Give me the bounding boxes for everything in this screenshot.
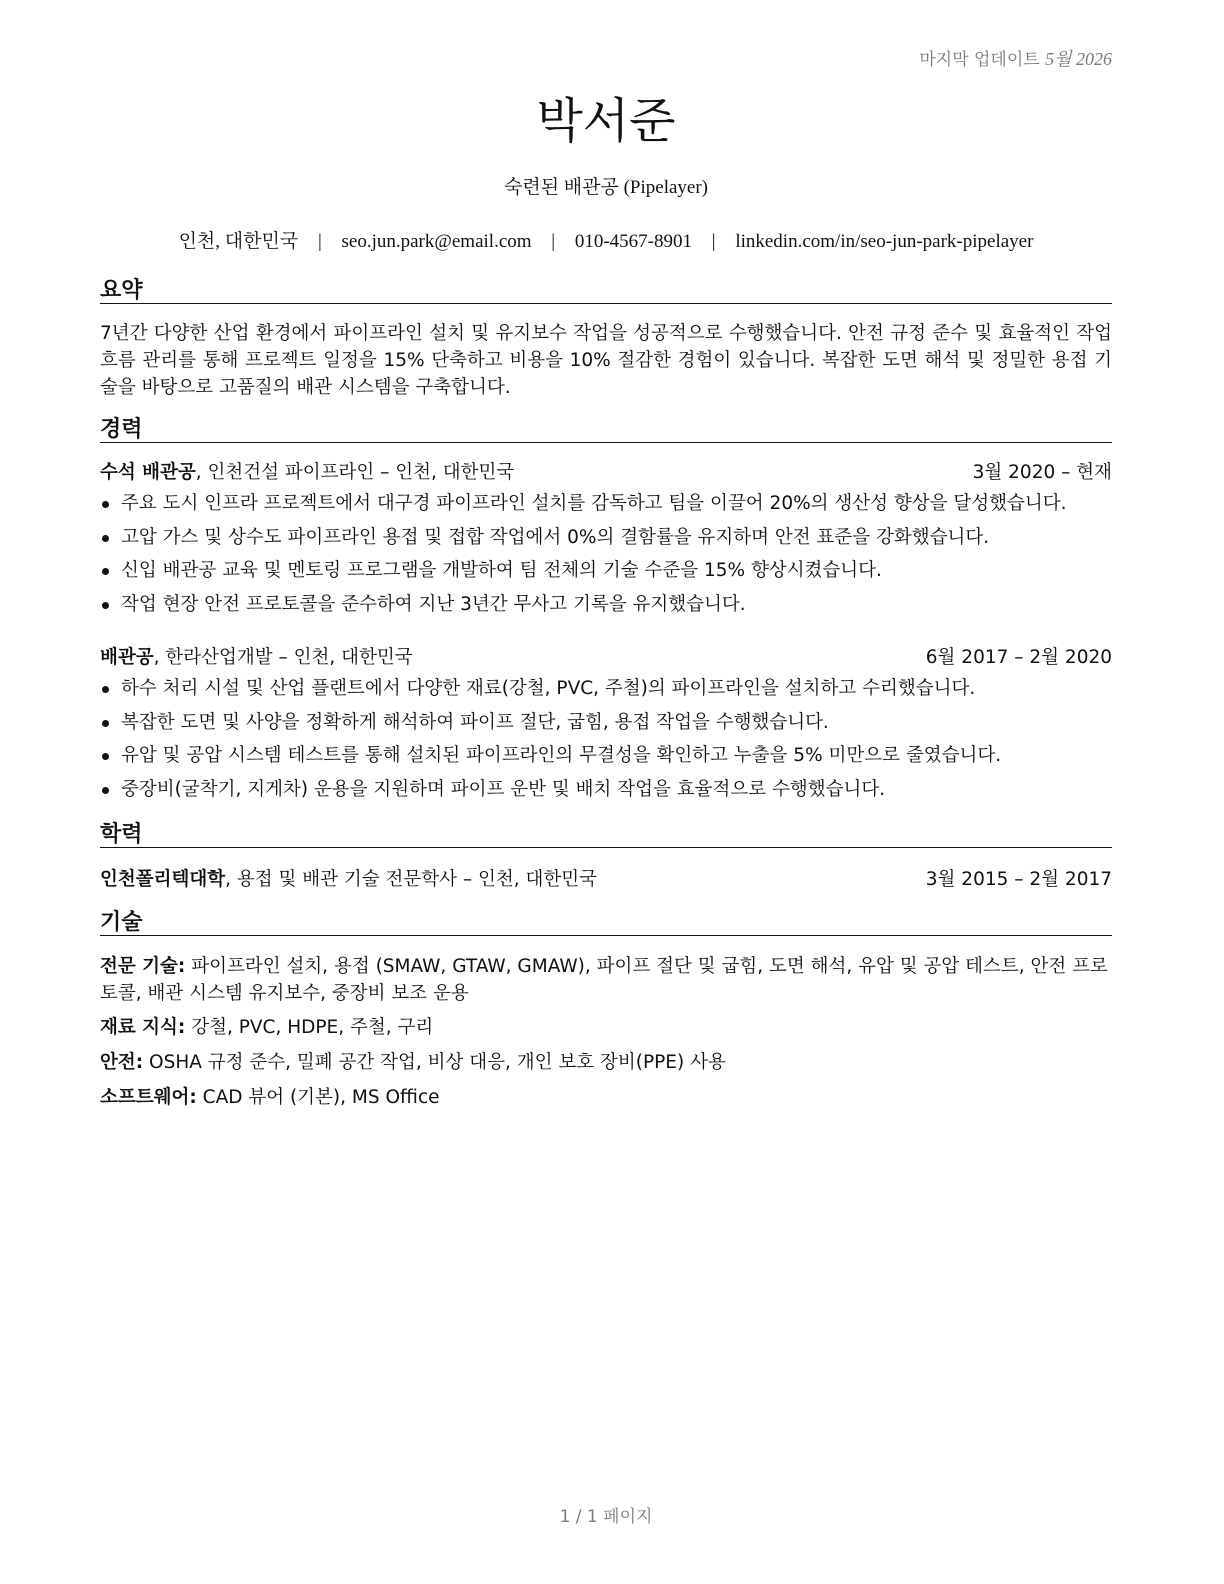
bullet-icon	[102, 787, 109, 794]
contact-separator: |	[551, 231, 556, 252]
skill-label: 전문 기술:	[100, 956, 186, 977]
skill-label: 안전:	[100, 1052, 144, 1073]
contact-email-link[interactable]: seo.jun.park@email.com	[341, 231, 532, 252]
bullet-text: 하수 처리 시설 및 산업 플랜트에서 다양한 재료(강철, PVC, 주철)의 파이프라인을 설치하고 수리했습니다.	[121, 678, 976, 699]
skill-row	[100, 1049, 1112, 1076]
last-updated	[919, 45, 1112, 71]
job-header	[100, 460, 1112, 486]
skill-value: 강철, PVC, HDPE, 주철, 구리	[185, 1017, 434, 1038]
bullet-text: 유압 및 공압 시스템 테스트를 통해 설치된 파이프라인의 무결성을 확인하고 누출을 5% 미만으로 줄였습니다.	[121, 745, 1002, 766]
contact-location: 인천, 대한민국	[178, 231, 299, 252]
skill-row	[100, 1084, 1112, 1111]
summary-text: 7년간 다양한 산업 환경에서 파이프라인 설치 및 유지보수 작업을 성공적으로 수행했습니다. 안전 규정 준수 및 효율적인 작업 흐름 관리를 통해 프로젝트 일정을 15% 단축하고 비용을 10% 절감한 경험이 있습니다. 복잡한 도면 해석 및 정밀한 용접 기술을 바탕으로 고품질의 배관 시스템을 구축합니다.	[100, 323, 1112, 398]
job-title: 숙련된 배관공 (Pipelayer)	[503, 177, 709, 198]
contact-separator: |	[711, 231, 716, 252]
bullet-icon	[102, 720, 109, 727]
bullet-text: 중장비(굴착기, 지게차) 운용을 지원하며 파이프 운반 및 배치 작업을 효율적으로 수행했습니다.	[121, 778, 886, 800]
section-heading-summary: 요약	[100, 278, 1112, 304]
skill-row	[100, 953, 1112, 1007]
list-item	[100, 777, 1112, 811]
skill-value: CAD 뷰어 (기본), MS Office	[196, 1087, 440, 1108]
bullet-icon	[102, 753, 109, 760]
contact-separator: |	[317, 231, 322, 252]
section-heading-skills: 기술	[100, 910, 1112, 936]
bullet-icon	[102, 568, 109, 575]
bullet-text: 주요 도시 인프라 프로젝트에서 대구경 파이프라인 설치를 감독하고 팀을 이끌어 20%의 생산성 향상을 달성했습니다.	[121, 493, 1067, 514]
education-school: 인천폴리텍대학	[100, 869, 226, 890]
bullet-text: 신입 배관공 교육 및 멘토링 프로그램을 개발하여 팀 전체의 기술 수준을 15% 향상시켰습니다.	[121, 560, 882, 581]
contact-line	[100, 226, 1112, 253]
bullet-icon	[102, 602, 109, 609]
skill-value: 파이프라인 설치, 용접 (SMAW, GTAW, GMAW), 파이프 절단 및 굽힘, 도면 해석, 유압 및 공압 테스트, 안전 프로토콜, 배관 시스템 유지보수, 중장비 보조 운용	[100, 956, 1108, 1004]
education-detail: , 용접 및 배관 기술 전문학사 – 인천, 대한민국	[225, 869, 597, 890]
bullet-text: 고압 가스 및 상수도 파이프라인 용접 및 접합 작업에서 0%의 결함률을 유지하며 안전 표준을 강화했습니다.	[121, 526, 990, 548]
last-updated-label: 마지막 업데이트	[919, 50, 1040, 70]
skill-row	[100, 1014, 1112, 1041]
skill-label: 소프트웨어:	[100, 1087, 197, 1108]
list-item	[100, 491, 1112, 525]
job-bullets	[100, 676, 1112, 810]
bullet-icon	[102, 535, 109, 542]
education-entry	[100, 867, 1112, 893]
contact-linkedin-link[interactable]: linkedin.com/in/seo-jun-park-pipelayer	[735, 231, 1034, 252]
bullet-text: 복잡한 도면 및 사양을 정확하게 해석하여 파이프 절단, 굽힘, 용접 작업을 수행했습니다.	[121, 711, 829, 733]
job-role: 수석 배관공	[100, 462, 196, 483]
contact-phone: 010-4567-8901	[574, 231, 692, 252]
candidate-name: 박서준	[536, 93, 676, 149]
list-item	[100, 558, 1112, 592]
last-updated-date: 5월 2026	[1045, 49, 1112, 69]
list-item	[100, 743, 1112, 777]
list-item	[100, 525, 1112, 559]
section-heading-experience: 경력	[100, 417, 1112, 443]
list-item	[100, 710, 1112, 744]
job-dates: 6월 2017 – 2월 2020	[925, 647, 1112, 668]
list-item	[100, 592, 1112, 626]
job-header	[100, 645, 1112, 671]
bullet-text: 작업 현장 안전 프로토콜을 준수하여 지난 3년간 무사고 기록을 유지했습니다.	[121, 593, 746, 615]
bullet-icon	[102, 501, 109, 508]
bullet-icon	[102, 686, 109, 693]
section-heading-education: 학력	[100, 822, 1112, 848]
job-bullets	[100, 491, 1112, 625]
list-item	[100, 676, 1112, 710]
skill-value: OSHA 규정 준수, 밀폐 공간 작업, 비상 대응, 개인 보호 장비(PPE) 사용	[143, 1052, 726, 1073]
job-dates: 3월 2020 – 현재	[972, 462, 1112, 483]
resume-page	[100, 0, 1112, 1584]
job-organization: , 인천건설 파이프라인 – 인천, 대한민국	[195, 462, 515, 483]
job-organization: , 한라산업개발 – 인천, 대한민국	[153, 647, 413, 668]
job-role: 배관공	[100, 647, 154, 668]
skill-label: 재료 지식:	[100, 1017, 186, 1038]
education-dates: 3월 2015 – 2월 2017	[925, 869, 1112, 890]
page-indicator: 1 / 1 페이지	[559, 1507, 653, 1527]
